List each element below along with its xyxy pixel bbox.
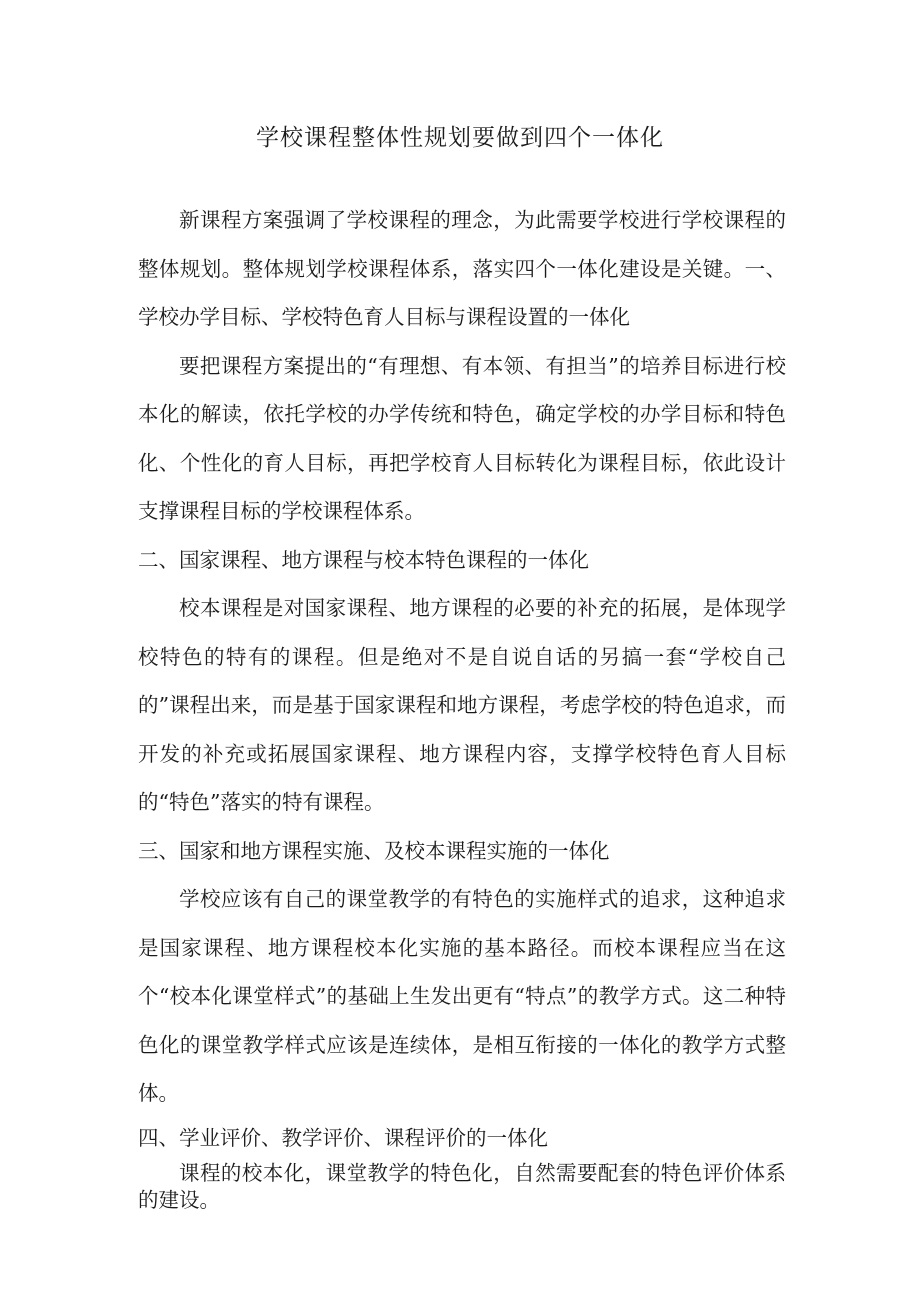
- intro-paragraph: 新课程方案强调了学校课程的理念，为此需要学校进行学校课程的整体规划。整体规划学校课程体系，落实四个一体化建设是关键。一、学校办学目标、学校特色育人目标与课程设置的一体化: [138, 208, 786, 329]
- section4-paragraph: 课程的校本化，课堂教学的特色化，自然需要配套的特色评价体系的建设。: [138, 1160, 786, 1212]
- section4-heading: 四、学业评价、教学评价、课程评价的一体化: [138, 1125, 548, 1150]
- section2-heading: 二、国家课程、地方课程与校本特色课程的一体化: [138, 547, 589, 572]
- section1-paragraph: 要把课程方案提出的“有理想、有本领、有担当”的培养目标进行校本化的解读，依托学校的办学传统和特色，确定学校的办学目标和特色化、个性化的育人目标，再把学校育人目标转化为课程目标，依此设计支撑课程目标的学校课程体系。: [138, 353, 786, 523]
- section2-paragraph: 校本课程是对国家课程、地方课程的必要的补充的拓展，是体现学校特色的特有的课程。但是绝对不是自说自话的另搞一套“学校自己的”课程出来，而是基于国家课程和地方课程，考虑学校的特色追求，而开发的补充或拓展国家课程、地方课程内容，支撑学校特色育人目标的“特色”落实的特有课程。: [138, 596, 786, 814]
- section3-heading: 三、国家和地方课程实施、及校本课程实施的一体化: [138, 838, 610, 863]
- section3-paragraph: 学校应该有自己的课堂教学的有特色的实施样式的追求，这种追求是国家课程、地方课程校本化实施的基本路径。而校本课程应当在这个“校本化课堂样式”的基础上生发出更有“特点”的教学方式。这二种特色化的课堂教学样式应该是连续体，是相互衔接的一体化的教学方式整体。: [138, 887, 786, 1105]
- document-body: [138, 196, 786, 1214]
- document-title: 学校课程整体性规划要做到四个一体化: [256, 125, 664, 151]
